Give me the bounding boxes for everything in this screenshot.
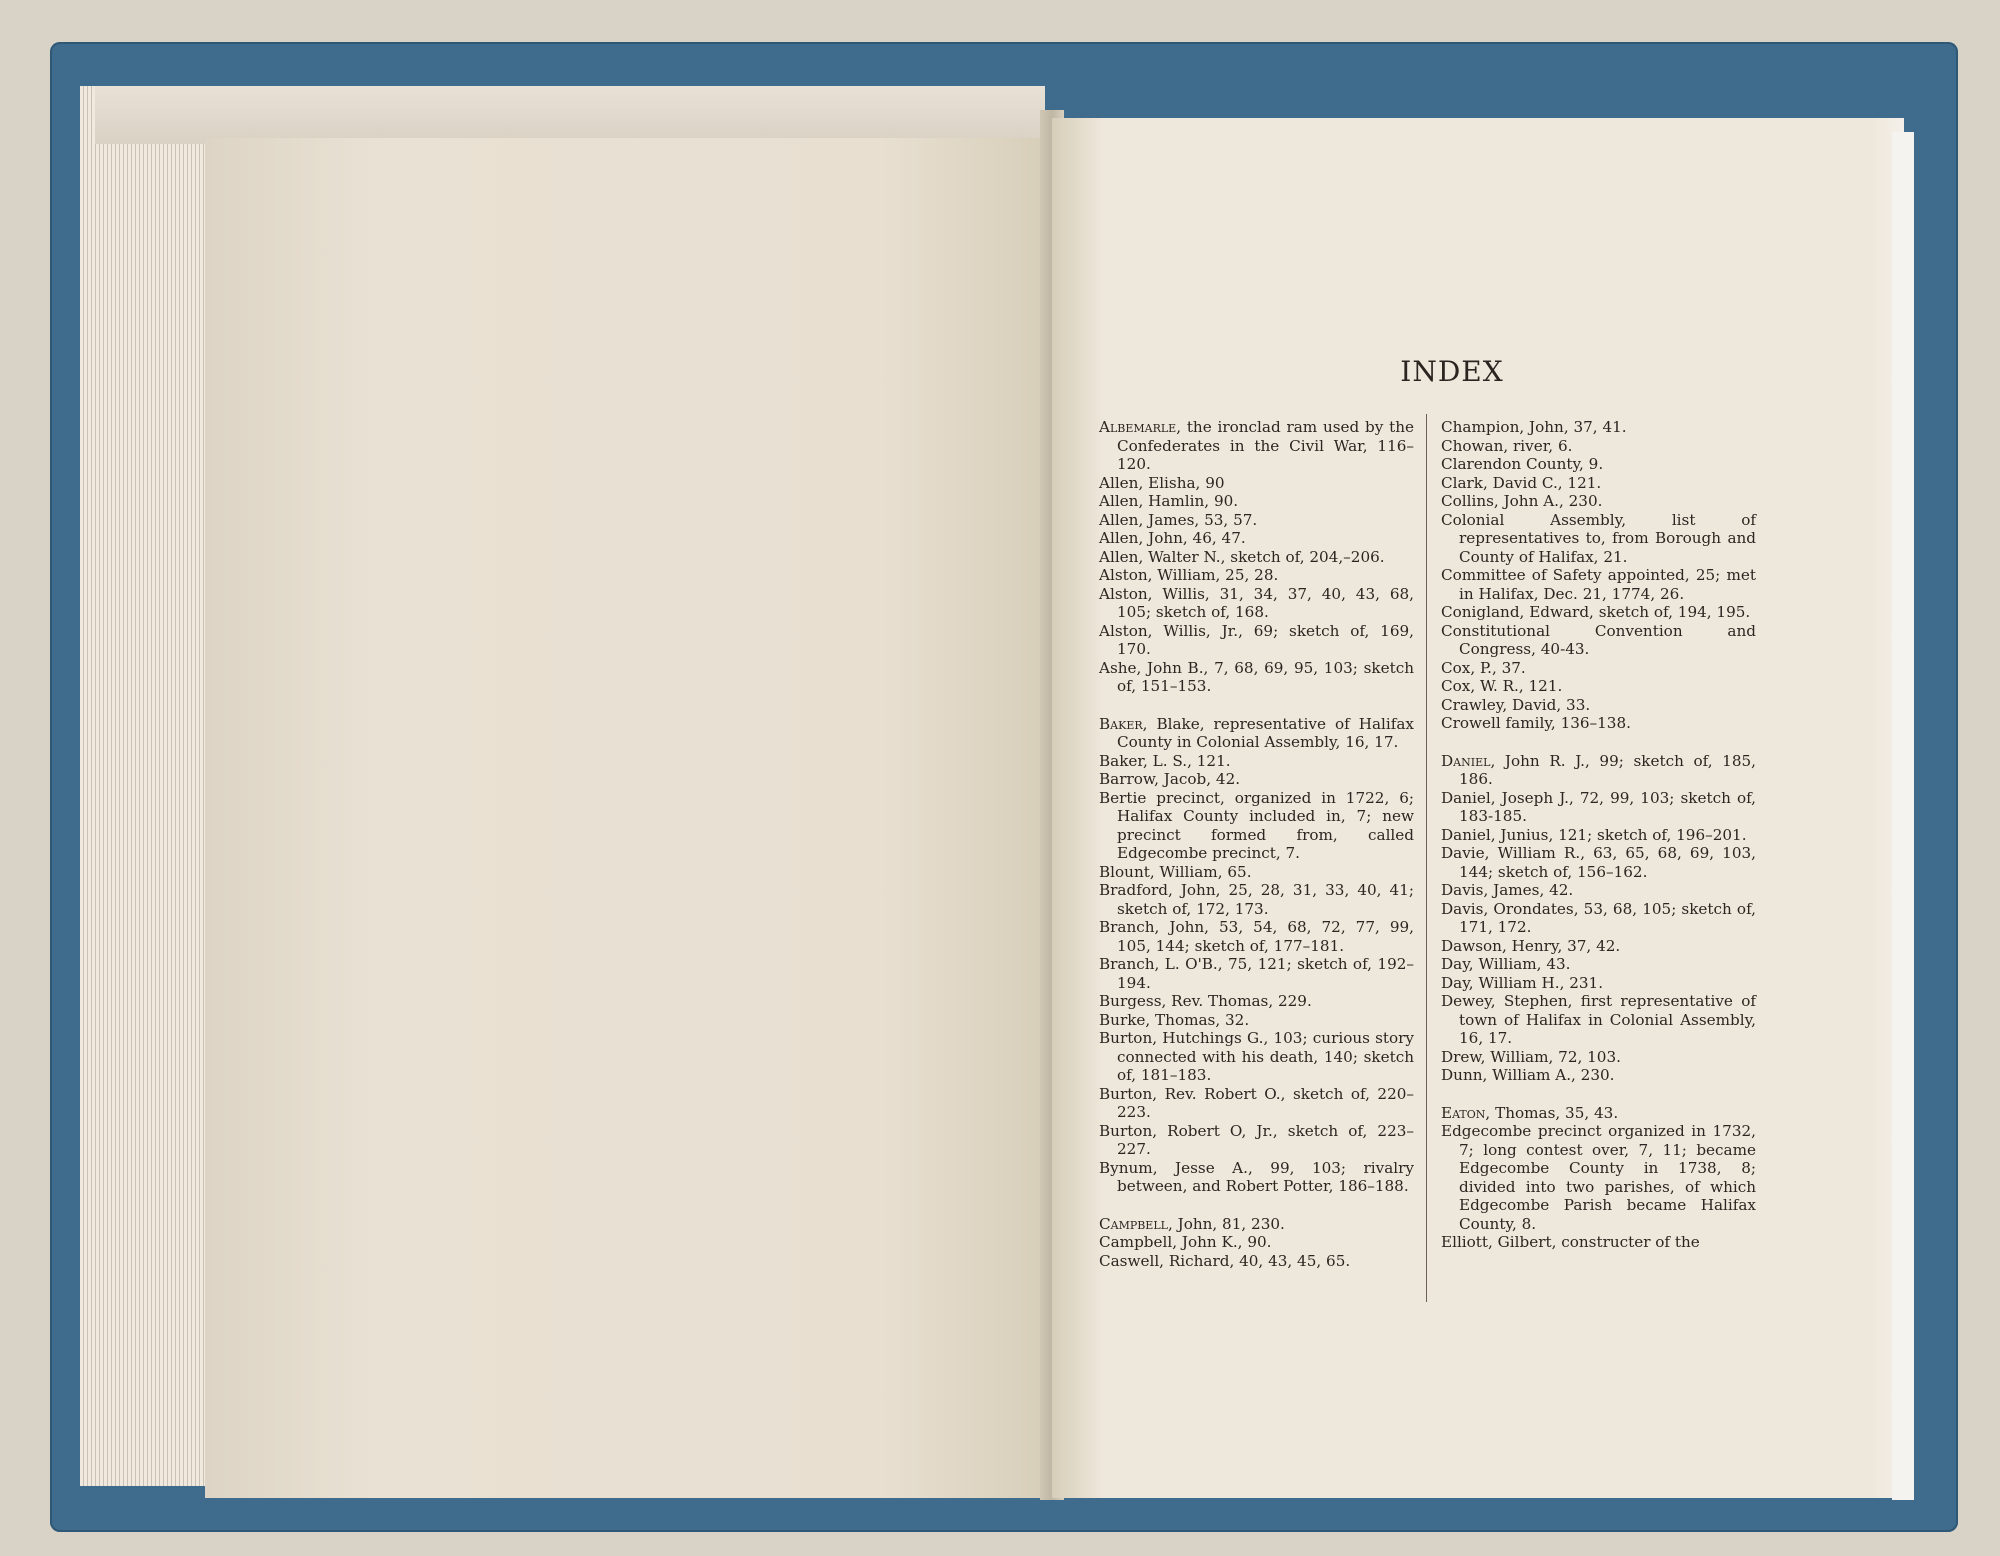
index-entry: Allen, Elisha, 90 — [1099, 473, 1225, 492]
entry-text: , John R. J., 99; sketch of, 185, 186. — [1459, 751, 1756, 788]
letter-section-gap — [1099, 696, 1414, 715]
index-entry: Burton, Hutchings G., 103; curious story connected with his death, 140; sketch of, 181–183. — [1099, 1029, 1414, 1084]
index-entry: Constitutional Convention and Congress, 40-43. — [1441, 621, 1756, 658]
entry-heading: Campbell — [1099, 1214, 1168, 1233]
index-entry: Daniel, Junius, 121; sketch of, 196–201. — [1441, 825, 1747, 844]
entry-heading: Eaton — [1441, 1103, 1486, 1122]
index-entry: Cox, P., 37. — [1441, 658, 1526, 677]
entry-text: , Blake, representative of Halifax County in Colonial Assembly, 16, 17. — [1117, 714, 1414, 751]
entry-heading: Daniel — [1441, 751, 1491, 770]
index-entry: Day, William H., 231. — [1441, 973, 1604, 992]
entry-text: , the ironclad ram used by the Confederates in the Civil War, 116–120. — [1117, 418, 1414, 473]
index-entry: Blount, William, 65. — [1099, 862, 1252, 881]
index-entry: Day, William, 43. — [1441, 955, 1571, 973]
index-entry: Bradford, John, 25, 28, 31, 33, 40, 41; sketch of, 172, 173. — [1099, 881, 1414, 918]
index-entry: Davie, William R., 63, 65, 68, 69, 103, 144; sketch of, 156–162. — [1441, 844, 1756, 881]
index-entry: Campbell, John K., 90. — [1099, 1233, 1272, 1251]
index-entry: Chowan, river, 6. — [1441, 436, 1573, 455]
index-entry: Bynum, Jesse A., 99, 103; rivalry between, and Robert Potter, 186–188. — [1099, 1158, 1414, 1195]
index-entry — [1099, 418, 1414, 474]
index-title: INDEX — [1400, 355, 1504, 388]
index-entry: Baker, L. S., 121. — [1099, 751, 1231, 770]
index-entry: Davis, Orondates, 53, 68, 105; sketch of, 171, 172. — [1441, 899, 1756, 936]
index-entry: Allen, James, 53, 57. — [1099, 510, 1258, 529]
right-page-edge — [1892, 132, 1914, 1500]
index-entry: Colonial Assembly, list of representatives to, from Borough and County of Halifax, 21. — [1441, 510, 1756, 566]
index-entry: Elliott, Gilbert, constructer of the — [1441, 1233, 1700, 1251]
index-entry: Dunn, William A., 230. — [1441, 1066, 1615, 1084]
column-divider — [1426, 414, 1427, 1302]
index-entry: Allen, Walter N., sketch of, 204,–206. — [1099, 547, 1385, 566]
index-entry: Alston, Willis, Jr., 69; sketch of, 169, 170. — [1099, 621, 1414, 658]
index-entry: Dewey, Stephen, first representative of town of Halifax in Colonial Assembly, 16, 17. — [1441, 992, 1756, 1047]
entry-heading: Baker — [1099, 714, 1143, 733]
index-entry: Collins, John A., 230. — [1441, 492, 1603, 510]
index-entry: Barrow, Jacob, 42. — [1099, 770, 1241, 788]
index-entry: Edgecombe precinct organized in 1732, 7; long contest over, 7, 11; became Edgecombe County in 1738, 8; divided into two parishes, of which Edgecombe Parish became Halifax County, 8. — [1441, 1122, 1756, 1233]
index-column-right — [1441, 418, 1756, 1252]
index-entry: Clarendon County, 9. — [1441, 455, 1604, 473]
index-entry: Daniel, Joseph J., 72, 99, 103; sketch of, 183-185. — [1441, 788, 1756, 825]
index-entry — [1099, 715, 1414, 752]
index-column-left — [1099, 418, 1414, 1270]
index-entry — [1099, 1215, 1414, 1234]
index-entry: Committee of Safety appointed, 25; met in Halifax, Dec. 21, 1774, 26. — [1441, 566, 1756, 603]
index-entry: Branch, L. O'B., 75, 121; sketch of, 192–194. — [1099, 955, 1414, 992]
index-entry: Burton, Robert O, Jr., sketch of, 223–227. — [1099, 1121, 1414, 1158]
page-top-edge — [95, 86, 1045, 144]
index-entry: Cox, W. R., 121. — [1441, 677, 1563, 695]
letter-section-gap — [1441, 733, 1756, 752]
index-entry: Davis, James, 42. — [1441, 881, 1574, 899]
index-entry: Caswell, Richard, 40, 43, 45, 65. — [1099, 1251, 1351, 1270]
index-entry: Crawley, David, 33. — [1441, 695, 1591, 714]
index-entry: Burton, Rev. Robert O., sketch of, 220–223. — [1099, 1084, 1414, 1121]
index-entry — [1441, 752, 1756, 789]
index-entry: Drew, William, 72, 103. — [1441, 1047, 1621, 1066]
left-page — [205, 138, 1050, 1498]
entry-heading: Albemarle — [1099, 418, 1177, 436]
index-entry: Alston, William, 25, 28. — [1099, 566, 1279, 584]
letter-section-gap — [1441, 1085, 1756, 1104]
index-entry: Dawson, Henry, 37, 42. — [1441, 936, 1621, 955]
page-edges — [80, 86, 210, 1486]
index-entry: Allen, Hamlin, 90. — [1099, 492, 1239, 510]
index-entry: Clark, David C., 121. — [1441, 473, 1602, 492]
index-entry: Crowell family, 136–138. — [1441, 714, 1631, 732]
index-entry: Bertie precinct, organized in 1722, 6; Halifax County included in, 7; new precinct formed from, called Edgecombe precinct, 7. — [1099, 788, 1414, 862]
index-entry: Burke, Thomas, 32. — [1099, 1010, 1250, 1029]
entry-text: , John, 81, 230. — [1167, 1214, 1285, 1233]
index-entry: Burgess, Rev. Thomas, 229. — [1099, 992, 1312, 1010]
entry-text: , Thomas, 35, 43. — [1485, 1103, 1619, 1122]
index-entry — [1441, 1104, 1756, 1123]
index-entry: Alston, Willis, 31, 34, 37, 40, 43, 68, 105; sketch of, 168. — [1099, 584, 1414, 621]
index-entry: Ashe, John B., 7, 68, 69, 95, 103; sketch of, 151–153. — [1099, 658, 1414, 695]
index-entry: Branch, John, 53, 54, 68, 72, 77, 99, 105, 144; sketch of, 177–181. — [1099, 918, 1414, 955]
index-entry: Conigland, Edward, sketch of, 194, 195. — [1441, 603, 1751, 621]
letter-section-gap — [1099, 1196, 1414, 1215]
index-entry: Allen, John, 46, 47. — [1099, 529, 1246, 547]
index-entry: Champion, John, 37, 41. — [1441, 418, 1627, 436]
